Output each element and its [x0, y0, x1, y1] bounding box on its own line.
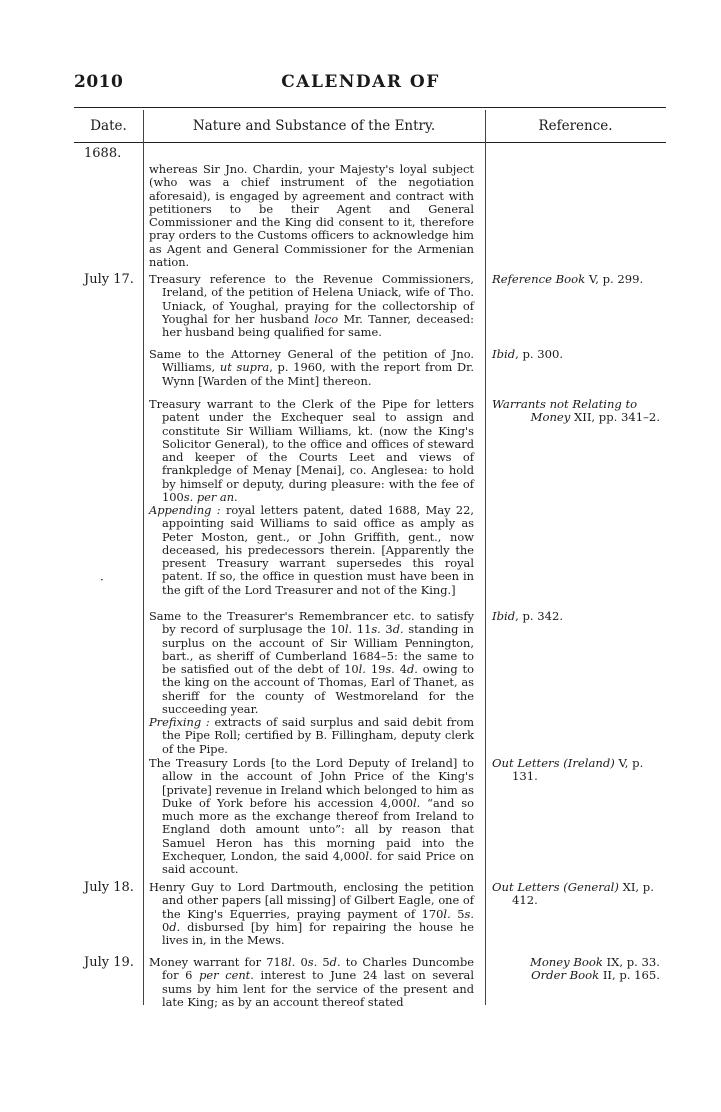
column-header-reference: Reference.	[538, 118, 613, 134]
entry-reference: Warrants not Relating to Money XII, pp. 341–2.	[492, 397, 660, 425]
entry-text: whereas Sir Jno. Chardin, your Majesty's loyal subject (who was a chief instrument of the negotiation aforesaid), is engaged by agreement and contract with petitioners to be their Agent and General Commissioner and the King did consent to it, therefore pray orders to the Customs officers to acknowledge him as Agent and General Commissioner for the Armenian nation.	[149, 162, 474, 269]
entry-text: Same to the Treasurer's Remembrancer etc. to satisfy by record of surplusage the 10l. 11s. 3d. standing in surplus on the account of Sir William Pennington, bart., as sheriff of Cumberland 1684–5: the same to be satisfied out of the debt of 10l. 19s. 4d. owing to the king on the account of Thomas, Earl of Thanet, as sheriff for the county of Westmoreland for the succeeding year. Prefixing : extracts of said surplus and said debit from the Pipe Roll; certified by B. Fillingham, deputy clerk of the Pipe.	[149, 609, 474, 756]
entry-text: Same to the Attorney General of the petition of Jno. Williams, ut supra, p. 1960, with the report from Dr. Wynn [Warden of the Mint] thereon.	[149, 347, 474, 388]
page-number: 2010	[74, 72, 124, 92]
entry-reference: Out Letters (Ireland) V, p. 131.	[492, 756, 644, 784]
entry-text: Treasury reference to the Revenue Commissioners, Ireland, of the petition of Helena Uniack, wife of Tho. Uniack, of Youghal, praying for the collectorship of Youghal for her husband loco Mr. Tanner, deceased: her husband being qualified for same.	[149, 272, 474, 339]
entry-reference: Out Letters (General) XI, p. 412.	[492, 880, 654, 908]
entry-text: Henry Guy to Lord Dartmouth, enclosing the petition and other papers [all missing] of Gilbert Eagle, one of the King's Equerries, praying payment of 170l. 5s. 0d. disbursed [by him] for repairing the house he lives in, in the Mews.	[149, 880, 474, 947]
running-head: CALENDAR OF	[281, 72, 440, 92]
entry-reference: Money Book IX, p. 33. Order Book II, p. 165.	[529, 955, 660, 983]
margin-mark: ·	[100, 573, 104, 587]
entry-date: 1688.	[84, 146, 122, 161]
entry-date: July 18.	[84, 880, 134, 895]
entry-text: Money warrant for 718l. 0s. 5d. to Charles Duncombe for 6 per cent. interest to June 24 last on several sums by him lent for the service of the present and late King; as by an account thereof stated	[149, 955, 474, 1009]
entry-date: July 17.	[84, 272, 134, 287]
column-divider-date	[143, 110, 144, 1005]
entry-reference: Ibid, p. 300.	[492, 347, 564, 361]
entry-text: The Treasury Lords [to the Lord Deputy of Ireland] to allow in the account of John Price of the King's [private] revenue in Ireland which belonged to him as Duke of York before his accession 4,000l. “and so much more as the exchange thereof from Ireland to England doth amount unto”: all by reason that Samuel Heron has this morning paid into the Exchequer, London, the said 4,000l. for said Price on said account.	[149, 756, 474, 876]
entry-date: July 19.	[84, 955, 134, 970]
entry-text: Treasury warrant to the Clerk of the Pipe for letters patent under the Exchequer seal to assign and constitute Sir William Williams, kt. (now the King's Solicitor General), to the office and offices of steward and keeper of the Courts Leet and views of frankpledge of Menay [Menai], co. Anglesea: to hold by himself or deputy, during pleasure: with the fee of 100s. per an. Appending : royal letters patent, dated 1688, May 22, appointing said Williams to said office as amply as Peter Moston, gent., or John Griffith, gent., now deceased, his predecessors therein. [Apparently the present Treasury warrant supersedes this royal patent. If so, the office in question must have been in the gift of the Lord Treasurer and not of the King.]	[149, 397, 474, 597]
entry-reference: Ibid, p. 342.	[492, 609, 564, 623]
entry-reference: Reference Book V, p. 299.	[492, 272, 644, 286]
column-header-date: Date.	[90, 118, 127, 134]
table-header-rule	[74, 142, 666, 143]
column-header-nature: Nature and Substance of the Entry.	[192, 118, 436, 134]
table-top-rule	[74, 107, 666, 108]
column-divider-reference	[485, 110, 486, 1005]
